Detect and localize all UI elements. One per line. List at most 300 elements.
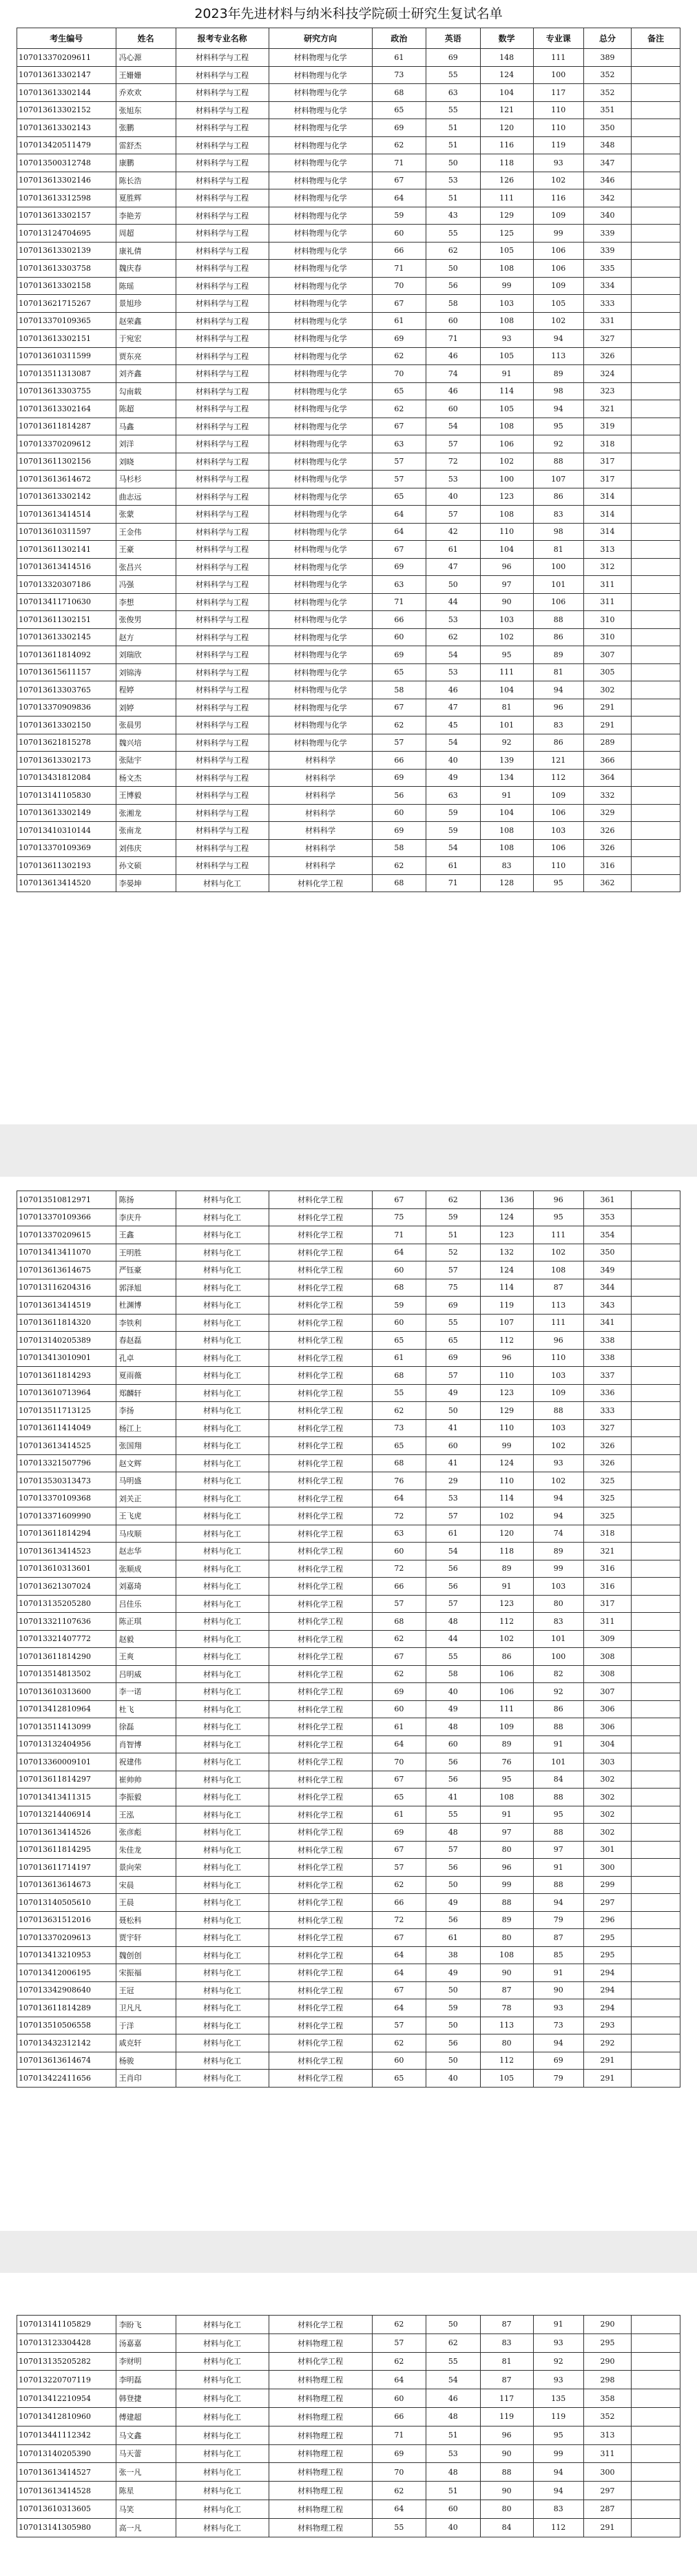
table-row [17,663,680,681]
math-score: 114 [480,382,533,400]
major: 材料科学与工程 [176,839,269,857]
research-direction: 材料化学工程 [269,1384,372,1402]
remark [632,1894,680,1912]
table-row [17,453,680,471]
candidate-name: 程婷 [116,681,176,699]
candidate-id: 107013611302151 [17,611,116,629]
total-score: 333 [583,295,632,313]
remark [632,1279,680,1297]
specialty-score: 89 [533,1543,583,1560]
candidate-name: 李盼飞 [116,2316,176,2334]
major: 材料与化工 [176,2052,269,2070]
table-row [17,1279,680,1297]
candidate-id: 107013441112342 [17,2426,116,2444]
applicant-table-page-2 [17,1191,680,2088]
major: 材料与化工 [176,2500,269,2518]
research-direction: 材料物理与化学 [269,242,372,260]
candidate-id: 107013370109366 [17,1208,116,1226]
specialty-score: 113 [533,1297,583,1315]
politics-score: 69 [372,330,426,348]
research-direction: 材料物理与化学 [269,717,372,734]
specialty-score: 111 [533,1314,583,1332]
math-score: 124 [480,1261,533,1279]
research-direction: 材料化学工程 [269,1999,372,2017]
candidate-name: 魏兴培 [116,734,176,752]
math-score: 105 [480,242,533,260]
remark [632,260,680,278]
candidate-id: 107013511713125 [17,1402,116,1420]
english-score: 51 [426,136,480,154]
table-row [17,1402,680,1420]
candidate-name: 王博毅 [116,787,176,805]
candidate-name: 王明胜 [116,1244,176,1261]
table-row [17,1578,680,1596]
remark [632,2333,680,2352]
major: 材料与化工 [176,1297,269,1315]
politics-score: 64 [372,1964,426,1982]
candidate-id: 107013370209612 [17,435,116,453]
math-score: 110 [480,1472,533,1490]
math-score: 108 [480,1789,533,1806]
remark [632,699,680,717]
total-score: 317 [583,1595,632,1613]
politics-score: 57 [372,471,426,488]
candidate-name: 韩登捷 [116,2389,176,2408]
table-row [17,1946,680,1964]
politics-score: 63 [372,1525,426,1543]
research-direction: 材料化学工程 [269,2352,372,2371]
specialty-score: 105 [533,295,583,313]
candidate-id: 107013360009101 [17,1753,116,1771]
major: 材料科学与工程 [176,312,269,330]
math-score: 96 [480,558,533,576]
page-3 [0,2273,697,2576]
candidate-id: 107013370109368 [17,1490,116,1507]
major: 材料与化工 [176,1841,269,1859]
major: 材料与化工 [176,2482,269,2500]
table-row [17,1876,680,1894]
table-row [17,365,680,383]
candidate-name: 赵毅 [116,1630,176,1648]
specialty-score: 110 [533,1349,583,1367]
major: 材料与化工 [176,1560,269,1578]
candidate-id: 107013370109365 [17,312,116,330]
table-row [17,822,680,840]
total-score: 339 [583,225,632,243]
table-row [17,839,680,857]
candidate-id: 107013613302152 [17,101,116,119]
total-score: 290 [583,2352,632,2371]
remark [632,1630,680,1648]
specialty-score: 109 [533,277,583,295]
specialty-score: 111 [533,49,583,67]
politics-score: 72 [372,1560,426,1578]
specialty-score: 99 [533,2444,583,2463]
math-score: 106 [480,1683,533,1701]
candidate-name: 魏创创 [116,1946,176,1964]
research-direction: 材料科学 [269,822,372,840]
remark [632,2407,680,2426]
major: 材料科学与工程 [176,189,269,207]
total-score: 323 [583,382,632,400]
english-score: 38 [426,1946,480,1964]
politics-score: 61 [372,1349,426,1367]
candidate-id: 107013611814290 [17,1648,116,1666]
total-score: 306 [583,1718,632,1736]
column-header: 报考专业名称 [176,28,269,49]
candidate-id: 107013613414516 [17,558,116,576]
major: 材料与化工 [176,2444,269,2463]
research-direction: 材料化学工程 [269,1419,372,1437]
politics-score: 67 [372,699,426,717]
candidate-name: 贾宇轩 [116,1929,176,1947]
table-row [17,347,680,365]
research-direction: 材料物理与化学 [269,558,372,576]
candidate-id: 107013613302173 [17,752,116,770]
remark [632,1402,680,1420]
table-row [17,2052,680,2070]
english-score: 49 [426,1700,480,1718]
total-score: 352 [583,2407,632,2426]
politics-score: 68 [372,874,426,892]
specialty-score: 116 [533,189,583,207]
table-row [17,1244,680,1261]
table-row [17,136,680,154]
politics-score: 64 [372,2371,426,2389]
politics-score: 69 [372,822,426,840]
column-header: 总分 [583,28,632,49]
research-direction: 材料化学工程 [269,1402,372,1420]
english-score: 46 [426,347,480,365]
specialty-score: 91 [533,2316,583,2334]
specialty-score: 93 [533,2333,583,2352]
specialty-score: 83 [533,506,583,524]
remark [632,1946,680,1964]
major: 材料与化工 [176,1753,269,1771]
major: 材料与化工 [176,1894,269,1912]
candidate-name: 孔卓 [116,1349,176,1367]
candidate-name: 赵方 [116,628,176,646]
research-direction: 材料化学工程 [269,1841,372,1859]
candidate-name: 魏庆春 [116,260,176,278]
major: 材料与化工 [176,2070,269,2088]
math-score: 96 [480,1859,533,1877]
politics-score: 61 [372,49,426,67]
major: 材料科学与工程 [176,154,269,172]
math-score: 105 [480,2070,533,2088]
total-score: 294 [583,1981,632,1999]
remark [632,1859,680,1877]
math-score: 112 [480,2052,533,2070]
specialty-score: 109 [533,207,583,225]
table-row [17,787,680,805]
research-direction: 材料物理与化学 [269,453,372,471]
major: 材料科学与工程 [176,769,269,787]
total-score: 316 [583,1578,632,1596]
total-score: 325 [583,1472,632,1490]
research-direction: 材料化学工程 [269,1964,372,1982]
politics-score: 57 [372,453,426,471]
politics-score: 66 [372,752,426,770]
remark [632,1472,680,1490]
table-row [17,2407,680,2426]
politics-score: 69 [372,558,426,576]
english-score: 43 [426,207,480,225]
table-row [17,1419,680,1437]
research-direction: 材料科学 [269,839,372,857]
english-score: 50 [426,154,480,172]
column-header: 姓名 [116,28,176,49]
specialty-score: 108 [533,1261,583,1279]
politics-score: 62 [372,136,426,154]
english-score: 46 [426,681,480,699]
candidate-name: 孙文硕 [116,857,176,875]
candidate-id: 107013214406914 [17,1806,116,1824]
politics-score: 59 [372,207,426,225]
math-score: 87 [480,2371,533,2389]
candidate-id: 107013621307024 [17,1578,116,1596]
major: 材料科学与工程 [176,347,269,365]
english-score: 54 [426,646,480,664]
candidate-id: 107013132404956 [17,1735,116,1753]
specialty-score: 121 [533,752,583,770]
total-score: 352 [583,84,632,102]
research-direction: 材料化学工程 [269,1718,372,1736]
major: 材料科学与工程 [176,628,269,646]
total-score: 340 [583,207,632,225]
candidate-id: 107013613414523 [17,1543,116,1560]
table-row [17,2070,680,2088]
politics-score: 60 [372,1314,426,1332]
math-score: 134 [480,769,533,787]
remark [632,1771,680,1789]
major: 材料科学与工程 [176,418,269,435]
candidate-name: 马笑 [116,2500,176,2518]
table-row [17,1859,680,1877]
politics-score: 69 [372,769,426,787]
math-score: 83 [480,2333,533,2352]
politics-score: 60 [372,1700,426,1718]
english-score: 69 [426,1297,480,1315]
specialty-score: 91 [533,1859,583,1877]
major: 材料与化工 [176,1999,269,2017]
table-row [17,260,680,278]
major: 材料与化工 [176,1525,269,1543]
table-row [17,1208,680,1226]
table-row [17,1806,680,1824]
candidate-name: 李晏坤 [116,874,176,892]
column-header: 政治 [372,28,426,49]
politics-score: 73 [372,1419,426,1437]
total-score: 297 [583,1894,632,1912]
candidate-id: 107013613614673 [17,1876,116,1894]
major: 材料科学与工程 [176,593,269,611]
major: 材料与化工 [176,2316,269,2334]
major: 材料与化工 [176,1419,269,1437]
remark [632,1753,680,1771]
specialty-score: 135 [533,2389,583,2408]
remark [632,1454,680,1472]
english-score: 57 [426,1595,480,1613]
remark [632,839,680,857]
research-direction: 材料物理与化学 [269,295,372,313]
remark [632,312,680,330]
total-score: 317 [583,453,632,471]
english-score: 59 [426,822,480,840]
candidate-name: 张一凡 [116,2463,176,2482]
total-score: 341 [583,1314,632,1332]
remark [632,2426,680,2444]
politics-score: 66 [372,2407,426,2426]
candidate-id: 107013611414049 [17,1419,116,1437]
total-score: 349 [583,1261,632,1279]
research-direction: 材料物理与化学 [269,628,372,646]
candidate-name: 王鑫 [116,1226,176,1244]
specialty-score: 88 [533,453,583,471]
politics-score: 71 [372,593,426,611]
english-score: 48 [426,1613,480,1631]
research-direction: 材料化学工程 [269,1876,372,1894]
remark [632,769,680,787]
research-direction: 材料科学 [269,804,372,822]
politics-score: 65 [372,101,426,119]
english-score: 48 [426,1824,480,1842]
candidate-id: 107013613312598 [17,189,116,207]
table-row [17,435,680,453]
table-row [17,681,680,699]
specialty-score: 106 [533,242,583,260]
research-direction: 材料化学工程 [269,1367,372,1385]
candidate-id: 107013510812971 [17,1191,116,1209]
research-direction: 材料化学工程 [269,1191,372,1209]
table-row [17,295,680,313]
politics-score: 68 [372,1613,426,1631]
research-direction: 材料化学工程 [269,1226,372,1244]
remark [632,1507,680,1525]
major: 材料与化工 [176,1332,269,1350]
research-direction: 材料科学 [269,769,372,787]
politics-score: 57 [372,1859,426,1877]
table-row [17,1683,680,1701]
remark [632,1806,680,1824]
candidate-name: 夏雨薇 [116,1367,176,1385]
major: 材料科学与工程 [176,523,269,541]
politics-score: 64 [372,523,426,541]
remark [632,1824,680,1842]
math-score: 88 [480,2463,533,2482]
table-row [17,1507,680,1525]
major: 材料与化工 [176,1226,269,1244]
table-row [17,857,680,875]
candidate-name: 肖智博 [116,1735,176,1753]
math-score: 107 [480,1314,533,1332]
politics-score: 68 [372,1454,426,1472]
major: 材料与化工 [176,1507,269,1525]
remark [632,1964,680,1982]
table-row [17,1472,680,1490]
english-score: 62 [426,242,480,260]
table-row [17,1226,680,1244]
candidate-name: 李庆升 [116,1208,176,1226]
candidate-name: 高一凡 [116,2518,176,2537]
major: 材料与化工 [176,1472,269,1490]
candidate-name: 李想 [116,593,176,611]
candidate-name: 马文鑫 [116,2426,176,2444]
remark [632,1560,680,1578]
remark [632,172,680,189]
candidate-id: 107013510506558 [17,2017,116,2034]
english-score: 61 [426,1525,480,1543]
candidate-name: 朱佳龙 [116,1841,176,1859]
specialty-score: 79 [533,2070,583,2088]
math-score: 114 [480,1490,533,1507]
english-score: 63 [426,787,480,805]
remark [632,2070,680,2088]
specialty-score: 89 [533,365,583,383]
table-row [17,1384,680,1402]
math-score: 108 [480,418,533,435]
candidate-id: 107013371609990 [17,1507,116,1525]
total-score: 302 [583,1771,632,1789]
column-header: 专业课 [533,28,583,49]
table-row [17,2463,680,2482]
politics-score: 61 [372,1718,426,1736]
table-row [17,699,680,717]
candidate-name: 马明盛 [116,1472,176,1490]
remark [632,1735,680,1753]
research-direction: 材料化学工程 [269,2070,372,2088]
politics-score: 64 [372,1946,426,1964]
research-direction: 材料物理与化学 [269,593,372,611]
remark [632,1332,680,1350]
specialty-score: 110 [533,857,583,875]
remark [632,804,680,822]
candidate-id: 107013141105830 [17,787,116,805]
math-score: 108 [480,506,533,524]
candidate-name: 赵文辉 [116,1454,176,1472]
specialty-score: 88 [533,1876,583,1894]
candidate-name: 张国翔 [116,1437,176,1455]
candidate-id: 107013615611157 [17,663,116,681]
math-score: 109 [480,1718,533,1736]
total-score: 346 [583,172,632,189]
table-row [17,101,680,119]
candidate-name: 王晨 [116,1894,176,1912]
candidate-id: 107013420511479 [17,136,116,154]
candidate-id: 107013613302143 [17,119,116,137]
politics-score: 70 [372,2463,426,2482]
table-row [17,576,680,594]
math-score: 148 [480,49,533,67]
candidate-id: 107013613302144 [17,84,116,102]
major: 材料与化工 [176,1964,269,1982]
research-direction: 材料化学工程 [269,1771,372,1789]
remark [632,1595,680,1613]
page-1 [0,0,697,1124]
major: 材料与化工 [176,2518,269,2537]
table-row [17,2389,680,2408]
math-score: 102 [480,1507,533,1525]
specialty-score: 91 [533,1964,583,1982]
table-row [17,1789,680,1806]
table-row [17,1454,680,1472]
total-score: 314 [583,523,632,541]
candidate-name: 张鹏 [116,119,176,137]
table-row [17,646,680,664]
specialty-score: 83 [533,2500,583,2518]
english-score: 55 [426,2352,480,2371]
major: 材料科学与工程 [176,558,269,576]
